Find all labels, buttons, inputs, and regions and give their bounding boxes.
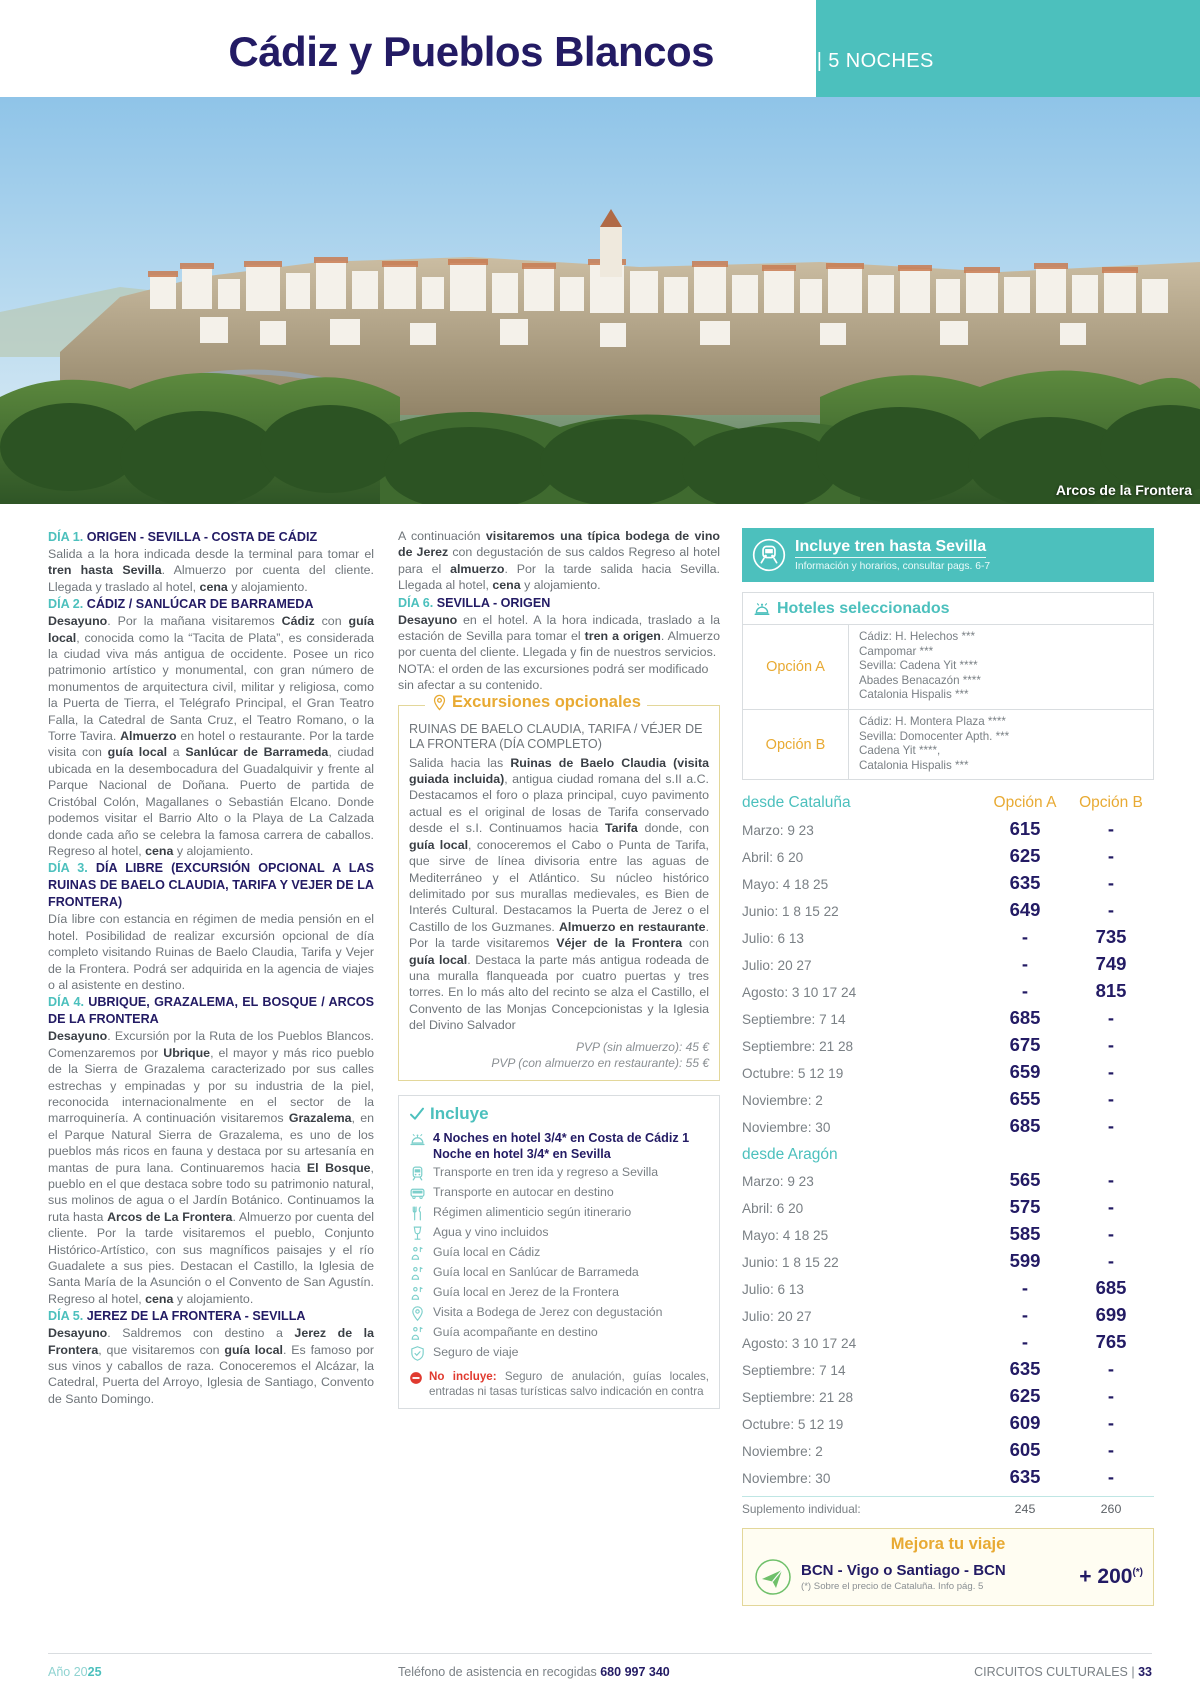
price-table xyxy=(742,794,1154,1516)
include-item xyxy=(409,1304,709,1322)
hotel-entry: Cadena Yit ****, xyxy=(859,744,941,758)
price-row xyxy=(742,923,1154,950)
price-option-a: 599 xyxy=(1009,1249,1041,1271)
include-item xyxy=(409,1244,709,1262)
includes-box xyxy=(398,1095,720,1409)
footer-phone xyxy=(398,1665,670,1679)
footer-phone-number: 680 997 340 xyxy=(600,1665,670,1679)
include-item-label: Guía local en Jerez de la Frontera xyxy=(433,1284,619,1299)
hotel-list xyxy=(849,710,1153,779)
hotel-entry: Sevilla: Cadena Yit **** xyxy=(859,659,978,673)
price-option-b: - xyxy=(1107,1087,1115,1109)
day-body: Día libre con estancia en régimen de media pensión en el hotel. Posibilidad de realizar excursión opcional de día completo visitando Ruinas de Baelo Claudia, Tarifa y Vejer de la Frontera. Podrá ser adquirida en la agencia de viajes o al asistente en destino. xyxy=(48,912,374,992)
hotel-entry: Abades Benacazón **** xyxy=(859,673,981,687)
hero-caption: Arcos de la Frontera xyxy=(1055,482,1192,498)
plane-icon xyxy=(753,1557,793,1597)
guide-icon xyxy=(409,1325,426,1342)
supplement-option-b: 260 xyxy=(1100,1502,1122,1517)
excursion-pvp-2: PVP (con almuerzo en restaurante): 55 € xyxy=(491,1055,709,1070)
train-icon xyxy=(409,1165,426,1182)
price-option-b: 685 xyxy=(1095,1276,1127,1298)
hotel-entry: Campomar *** xyxy=(859,644,934,658)
price-date: Abril: 6 20 xyxy=(742,1200,804,1216)
footer-section-label: CIRCUITOS CULTURALES | xyxy=(974,1665,1135,1679)
wine-glass-icon xyxy=(409,1225,426,1242)
price-row xyxy=(742,1382,1154,1409)
price-date: Julio: 20 27 xyxy=(742,1308,812,1324)
include-item-label: Transporte en tren ida y regreso a Sevilla xyxy=(433,1164,659,1179)
day-body: Desayuno en el hotel. A la hora indicada, traslado a la estación de Sevilla para tomar el tren a origen. Almuerzo por cuenta del cliente. Llegada y fin de nuestros servicios. xyxy=(398,612,720,660)
price-option-a: 625 xyxy=(1009,844,1041,866)
price-option-b: - xyxy=(1107,1411,1115,1433)
hotel-option-label: Opción B xyxy=(743,710,849,779)
hotel-entry: Cádiz: H. Helechos *** xyxy=(859,630,975,643)
train-circle-icon xyxy=(752,538,786,572)
upgrade-note: (*) Sobre el precio de Cataluña. Info pág. 5 xyxy=(801,1581,984,1593)
upgrade-price-sup: (*) xyxy=(1132,1567,1143,1579)
price-row xyxy=(742,1247,1154,1274)
train-banner xyxy=(742,528,1154,582)
shield-icon xyxy=(409,1345,426,1362)
price-option-b: - xyxy=(1107,817,1115,839)
upgrade-mid xyxy=(801,1562,1071,1592)
supplement-label: Suplemento individual: xyxy=(742,1502,861,1517)
no-entry-icon xyxy=(409,1371,423,1385)
day-body: Desayuno. Saldremos con destino a Jerez de la Frontera, que visitaremos con guía local. Es famoso por sus vinos y caballos de raza. Conoceremos el Alcázar, la Catedral, Puerta del Arroyo, Iglesia de Santiago, Convento de Santo Domingo. xyxy=(48,1326,374,1406)
price-option-a: - xyxy=(1021,1276,1029,1298)
price-option-a: 585 xyxy=(1009,1222,1041,1244)
price-date: Marzo: 9 23 xyxy=(742,822,814,838)
day-number: DÍA 5. xyxy=(48,1309,84,1324)
include-item-label: Agua y vino incluidos xyxy=(433,1224,549,1239)
price-date: Septiembre: 21 28 xyxy=(742,1389,854,1405)
guide-icon xyxy=(409,1265,426,1282)
upgrade-title: Mejora tu viaje xyxy=(890,1535,1006,1554)
price-table-header xyxy=(742,794,1154,815)
itinerary-continued xyxy=(398,528,720,694)
day-body: Desayuno. Excursión por la Ruta de los Pueblos Blancos. Comenzaremos por Ubrique, el mayor y más rico pueblo de la Sierra de Grazalema caracterizado por sus calles estrechas y empinadas y por su industria de la piel, reconocida internacionalmente en el sector de la marroquinería. A continuación visitaremos Grazalema, en el Parque Natural Sierra de Grazalema, es uno de los pueblos más ricos en fauna y destaca por su artesanía en mantas de pura lana. Continuaremos hacia El Bosque, pueblo en el que destaca sobre todo su patrimonio natural, sus molinos de agua o el Jardín Botánico. Continuamos la ruta hasta Arcos de La Frontera. Almuerzo por cuenta del cliente. Por la tarde visitaremos el pueblo, Conjunto Histórico-Artístico, con sus magníficos paisajes y el río Guadalete a sus pies. Destacan el Castillo, la Iglesia de Santa María de la Asunción o el Convento de San Agustín. Regreso al hotel, cena y alojamiento. xyxy=(48,1029,374,1306)
hotels-title xyxy=(743,593,1153,624)
map-pin-icon xyxy=(409,1305,426,1322)
price-option-a: 609 xyxy=(1009,1411,1041,1433)
price-option-b: 765 xyxy=(1095,1330,1127,1352)
price-row xyxy=(742,1085,1154,1112)
price-row xyxy=(742,1409,1154,1436)
price-date: Septiembre: 7 14 xyxy=(742,1011,846,1027)
include-item xyxy=(409,1344,709,1362)
price-row xyxy=(742,1274,1154,1301)
map-pin-icon xyxy=(409,1305,426,1322)
guide-icon xyxy=(409,1245,426,1262)
price-date: Noviembre: 30 xyxy=(742,1119,831,1135)
hotel-entry: Cádiz: H. Montera Plaza **** xyxy=(859,714,1006,728)
price-option-a: 625 xyxy=(1009,1384,1041,1406)
price-option-b: 815 xyxy=(1095,979,1127,1001)
price-option-b: - xyxy=(1107,1168,1115,1190)
guide-icon xyxy=(409,1245,426,1262)
map-pin-icon xyxy=(431,694,448,711)
day-heading: DÍA 2. CÁDIZ / SANLÚCAR DE BARRAMEDA xyxy=(48,597,314,612)
upgrade-price xyxy=(1079,1565,1143,1589)
price-option-a: - xyxy=(1021,925,1029,947)
price-row xyxy=(742,1220,1154,1247)
footer-section xyxy=(974,1665,1152,1679)
optional-excursions-box xyxy=(398,692,720,1081)
price-date: Abril: 6 20 xyxy=(742,849,804,865)
footer-page-number: 33 xyxy=(1138,1665,1152,1679)
price-row xyxy=(742,977,1154,1004)
cutlery-icon xyxy=(409,1205,426,1222)
not-included-label: No incluye: xyxy=(429,1369,497,1383)
price-date: Septiembre: 7 14 xyxy=(742,1362,846,1378)
include-item xyxy=(409,1130,709,1162)
guide-icon xyxy=(409,1265,426,1282)
include-item xyxy=(409,1324,709,1342)
price-row xyxy=(742,1355,1154,1382)
price-option-a: - xyxy=(1021,952,1029,974)
hero-image xyxy=(0,97,1200,504)
price-option-a: 659 xyxy=(1009,1060,1041,1082)
price-date: Noviembre: 30 xyxy=(742,1470,831,1486)
price-row xyxy=(742,815,1154,842)
price-row xyxy=(742,950,1154,977)
day-heading: DÍA 1. ORIGEN - SEVILLA - COSTA DE CÁDIZ xyxy=(48,530,318,544)
day-body: Salida a la hora indicada desde la terminal para tomar el tren hasta Sevilla. Almuerzo por cuenta del cliente. Llegada y traslado al hotel, cena y alojamiento. xyxy=(48,547,374,594)
hotel-bell-icon xyxy=(409,1131,426,1148)
footer-divider xyxy=(48,1653,1152,1654)
page-header xyxy=(0,0,1200,97)
train-banner-note: Información y horarios, consultar pags. 6-7 xyxy=(795,561,991,572)
day-heading: DÍA 3. DÍA LIBRE (EXCURSIÓN OPCIONAL A LAS RUINAS DE BAELO CLAUDIA, TARIFA Y VEJER DE LA FRONTERA) xyxy=(48,861,374,910)
include-item xyxy=(409,1184,709,1202)
day-heading: DÍA 5. JEREZ DE LA FRONTERA - SEVILLA xyxy=(48,1309,306,1324)
price-date: Marzo: 9 23 xyxy=(742,1173,814,1189)
not-included-detail: Seguro de anulación, guías locales, entradas ni tasas turísticas salvo indicación en contra xyxy=(429,1369,709,1398)
optional-excursions-label: Excursiones opcionales xyxy=(452,692,641,711)
day-heading: DÍA 4. UBRIQUE, GRAZALEMA, EL BOSQUE / ARCOS DE LA FRONTERA xyxy=(48,995,374,1027)
price-option-b: - xyxy=(1107,1249,1115,1271)
includes-label: Incluye xyxy=(430,1103,489,1123)
train-banner-title: Incluye tren hasta Sevilla xyxy=(795,538,986,558)
cutlery-icon xyxy=(409,1205,426,1222)
price-date: Julio: 6 13 xyxy=(742,930,804,946)
price-row xyxy=(742,1301,1154,1328)
price-row xyxy=(742,1328,1154,1355)
hotel-entry: Sevilla: Domocenter Apth. *** xyxy=(859,729,1010,743)
itinerary-note: NOTA: el orden de las excursiones podrá ser modificado sin afectar a su contenido. xyxy=(398,661,709,693)
price-date: Octubre: 5 12 19 xyxy=(742,1416,844,1432)
price-option-a: 615 xyxy=(1009,817,1041,839)
include-item xyxy=(409,1264,709,1282)
price-row xyxy=(742,869,1154,896)
price-row xyxy=(742,842,1154,869)
not-included-text xyxy=(429,1369,709,1399)
price-date: Junio: 1 8 15 22 xyxy=(742,903,839,919)
supplement-row xyxy=(742,1496,1154,1516)
include-item xyxy=(409,1284,709,1302)
price-option-b: - xyxy=(1107,1195,1115,1217)
hotels-box xyxy=(742,592,1154,780)
price-option-a: 575 xyxy=(1009,1195,1041,1217)
price-option-a: 649 xyxy=(1009,898,1041,920)
price-date: Agosto: 3 10 17 24 xyxy=(742,984,857,1000)
itinerary-list xyxy=(48,529,374,1407)
header-teal-band xyxy=(816,0,1200,97)
include-item xyxy=(409,1224,709,1242)
price-option-b: - xyxy=(1107,1222,1115,1244)
price-option-b: 749 xyxy=(1095,952,1127,974)
middle-column xyxy=(398,528,720,1409)
price-option-a: 685 xyxy=(1009,1114,1041,1136)
price-option-a: 635 xyxy=(1009,871,1041,893)
day5-continued: A continuación visitaremos una típica bodega de vino de Jerez con degustación de sus caldos Regreso al hotel para el almuerzo. Por la tarde salida hacia Sevilla. Llegada al hotel, cena y alojamiento. xyxy=(398,529,721,593)
guide-icon xyxy=(409,1325,426,1342)
price-date: Junio: 1 8 15 22 xyxy=(742,1254,839,1270)
excursion-pvp-1: PVP (sin almuerzo): 45 € xyxy=(576,1039,709,1054)
price-date: Noviembre: 2 xyxy=(742,1092,823,1108)
excursion-heading: RUINAS DE BAELO CLAUDIA, TARIFA / VÉJER DE LA FRONTERA (DÍA COMPLETO) xyxy=(409,721,703,752)
includes-title xyxy=(409,1104,709,1124)
supplement-option-a: 245 xyxy=(1014,1502,1036,1517)
price-option-b: - xyxy=(1107,1465,1115,1487)
check-icon xyxy=(409,1106,425,1122)
hotel-bell-icon xyxy=(409,1131,426,1148)
upgrade-price-value: + 200 xyxy=(1079,1565,1133,1589)
footer-phone-label: Teléfono de asistencia en recogidas xyxy=(398,1665,597,1679)
bus-icon xyxy=(409,1185,426,1202)
price-option-b: - xyxy=(1107,1384,1115,1406)
price-option-a: 655 xyxy=(1009,1087,1041,1109)
hotels-rows xyxy=(743,624,1153,779)
day-number: DÍA 2. xyxy=(48,597,84,612)
price-option-b: - xyxy=(1107,1357,1115,1379)
price-option-a: 675 xyxy=(1009,1033,1041,1055)
price-col-b-label: Opción B xyxy=(1079,794,1143,812)
include-item xyxy=(409,1164,709,1182)
wine-glass-icon xyxy=(409,1225,426,1242)
price-col-a-label: Opción A xyxy=(993,794,1057,812)
include-item-label: Guía local en Sanlúcar de Barrameda xyxy=(433,1264,639,1279)
price-row xyxy=(742,1031,1154,1058)
include-item-label: Seguro de viaje xyxy=(433,1344,519,1359)
include-item-label: Régimen alimenticio según itinerario xyxy=(433,1204,632,1219)
price-option-b: - xyxy=(1107,1033,1115,1055)
price-row xyxy=(742,1463,1154,1490)
price-date: Septiembre: 21 28 xyxy=(742,1038,854,1054)
page-footer xyxy=(0,1653,1200,1697)
include-item-label: Visita a Bodega de Jerez con degustación xyxy=(433,1304,663,1319)
hotel-option-label: Opción A xyxy=(743,625,849,709)
hotel-entry: Catalonia Hispalis *** xyxy=(859,758,969,772)
include-item-label: 4 Noches en hotel 3/4* en Costa de Cádiz 1 Noche en hotel 3/4* en Sevilla xyxy=(433,1130,690,1161)
upgrade-box xyxy=(742,1528,1154,1606)
hotel-option-row xyxy=(743,624,1153,709)
include-item xyxy=(409,1204,709,1222)
price-row xyxy=(742,1193,1154,1220)
hero-illustration xyxy=(0,97,1200,504)
include-item-label: Guía local en Cádiz xyxy=(433,1244,541,1259)
price-option-b: - xyxy=(1107,1438,1115,1460)
price-row xyxy=(742,1004,1154,1031)
price-row xyxy=(742,896,1154,923)
price-option-b: - xyxy=(1107,1060,1115,1082)
guide-icon xyxy=(409,1285,426,1302)
price-option-b: - xyxy=(1107,1006,1115,1028)
price-region-label: desde Cataluña xyxy=(742,794,851,812)
price-date: Mayo: 4 18 25 xyxy=(742,1227,829,1243)
hotels-label: Hoteles seleccionados xyxy=(777,600,950,617)
price-rows xyxy=(742,794,1154,1490)
price-row xyxy=(742,1436,1154,1463)
day-heading: DÍA 6. SEVILLA - ORIGEN xyxy=(398,595,551,610)
hotel-option-row xyxy=(743,709,1153,779)
price-option-a: 685 xyxy=(1009,1006,1041,1028)
price-option-b: 699 xyxy=(1095,1303,1127,1325)
price-option-b: - xyxy=(1107,1114,1115,1136)
bus-icon xyxy=(409,1185,426,1202)
price-date: Julio: 6 13 xyxy=(742,1281,804,1297)
price-row xyxy=(742,1166,1154,1193)
include-item-label: Transporte en autocar en destino xyxy=(433,1184,614,1199)
day-number: DÍA 4. xyxy=(48,995,84,1010)
optional-excursions-title xyxy=(425,693,647,712)
train-icon xyxy=(409,1165,426,1182)
hotel-bell-icon xyxy=(753,600,771,618)
itinerary-column xyxy=(48,528,374,1407)
price-option-a: 605 xyxy=(1009,1438,1041,1460)
guide-icon xyxy=(409,1285,426,1302)
price-option-b: - xyxy=(1107,844,1115,866)
price-option-a: 565 xyxy=(1009,1168,1041,1190)
not-included-row xyxy=(409,1369,709,1399)
price-region-label: desde Aragón xyxy=(742,1146,838,1164)
footer-year-bold: 25 xyxy=(87,1665,102,1679)
upgrade-body xyxy=(753,1557,1143,1597)
excursion-body: Salida hacia las Ruinas de Baelo Claudia (visita guiada incluida), antigua ciudad romana del s.II a.C. Destacamos el foro o plaza principal, cuyo pavimento actual es el original de losas de Tarifa conservado desde el s.I. Continuamos hacia Tarifa donde, con guía local, conoceremos el Cabo o Punta de Tarifa, que sirve de línea divisoria entre las aguas de Mediterráneo y el Atlántico. Su núcleo histórico delimitado por sus murallas medievales, es Bien de Interés Cultural. Destacamos la Puerta de Jerez o el Castillo de los Guzmanes. Almuerzo en restaurante. Por la tarde visitaremos Véjer de la Frontera con guía local. Destaca la parte más antigua rodeada de una muralla flanqueada por cuatro puertas y tres torres. En lo más alto del recinto se alza el Castillo, el Convento de las Monjas Concepcionistas y la Iglesia del Divino Salvador xyxy=(409,755,710,1033)
price-date: Julio: 20 27 xyxy=(742,957,812,973)
price-option-a: - xyxy=(1021,1330,1029,1352)
price-row xyxy=(742,1112,1154,1139)
footer-year xyxy=(48,1665,102,1679)
footer-year-text: Año 20 xyxy=(48,1665,88,1679)
hotel-entry: Catalonia Hispalis *** xyxy=(859,688,969,702)
shield-icon xyxy=(409,1345,426,1362)
day-number: DÍA 1. xyxy=(48,530,84,544)
price-row xyxy=(742,1058,1154,1085)
right-column xyxy=(742,528,1154,1606)
price-date: Agosto: 3 10 17 24 xyxy=(742,1335,857,1351)
price-option-b: - xyxy=(1107,871,1115,893)
includes-list xyxy=(409,1130,709,1362)
price-option-a: 635 xyxy=(1009,1465,1041,1487)
upgrade-route: BCN - Vigo o Santiago - BCN xyxy=(801,1562,1006,1580)
price-option-b: 735 xyxy=(1095,925,1127,947)
price-option-a: - xyxy=(1021,1303,1029,1325)
trip-duration: 6 DÍAS | 5 NOCHES xyxy=(745,50,934,72)
train-banner-texts xyxy=(795,538,1144,572)
day-body: Desayuno. Por la mañana visitaremos Cádiz con guía local, conocida como la “Tacita de Plata”, es considerada la ciudad viva más antigua de occidente. Posee un rico patrimonio artístico y monumental, con gran número de monumentos de arquitectura civil, militar y religiosa, como la Puerta de Tierra, el Telégrafo Principal, el Gran Teatro Falla, la Catedral de Santa Cruz, el Teatro Romano, o la Torre Tavira. Almuerzo en hotel o restaurante. Por la tarde visita con guía local a Sanlúcar de Barrameda, ciudad ubicada en la desembocadura del Guadalquivir y frente al Parque Nacional de Doñana. Puerto de partida de Cristóbal Colón, Magallanes o Sebastián Elcano. Donde podemos visitar el Barrio Alto o la Playa de La Calzada donde cada año se celebra la famosa carrera de caballos. Regreso al hotel, cena y alojamiento. xyxy=(48,614,374,858)
hotel-list xyxy=(849,625,1153,709)
price-option-b: - xyxy=(1107,898,1115,920)
page-title: Cádiz y Pueblos Blancos xyxy=(228,28,714,75)
day-number: DÍA 3. xyxy=(48,861,88,876)
price-option-a: - xyxy=(1021,979,1029,1001)
price-date: Mayo: 4 18 25 xyxy=(742,876,829,892)
price-date: Noviembre: 2 xyxy=(742,1443,823,1459)
price-option-a: 635 xyxy=(1009,1357,1041,1379)
price-date: Octubre: 5 12 19 xyxy=(742,1065,844,1081)
include-item-label: Guía acompañante en destino xyxy=(433,1324,598,1339)
day-number: DÍA 6. xyxy=(398,595,434,610)
